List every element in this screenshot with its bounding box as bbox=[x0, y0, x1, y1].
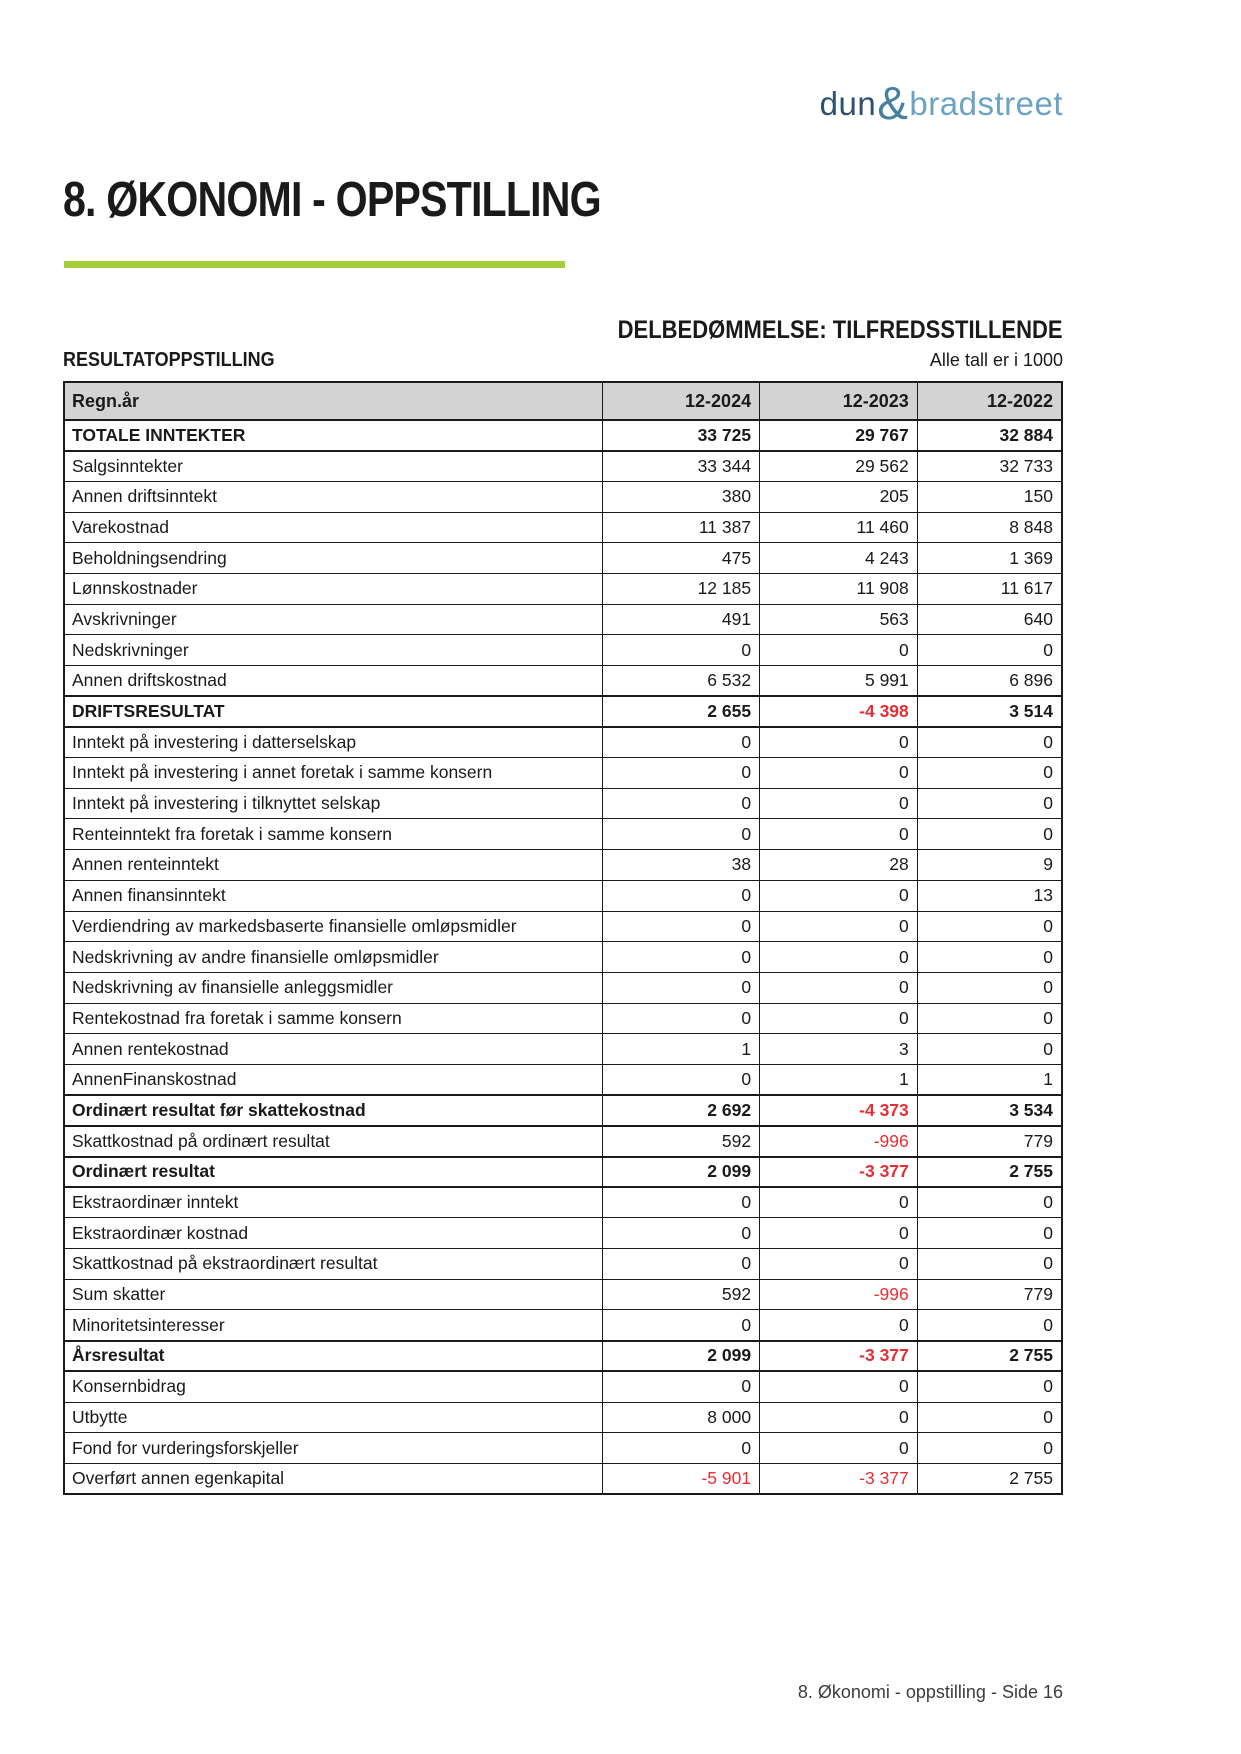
table-row bbox=[64, 666, 1062, 697]
cell-value: 3 534 bbox=[917, 1095, 1062, 1126]
table-row bbox=[64, 1279, 1062, 1310]
cell-value: 0 bbox=[603, 819, 760, 850]
table-row bbox=[64, 573, 1062, 604]
ampersand-icon: & bbox=[877, 77, 909, 129]
cell-value: 0 bbox=[760, 911, 918, 942]
cell-value: 1 bbox=[760, 1064, 918, 1095]
cell-value: 0 bbox=[760, 1003, 918, 1034]
cell-value: 6 896 bbox=[917, 666, 1062, 697]
green-accent-bar bbox=[64, 261, 565, 268]
page-footer: 8. Økonomi - oppstilling - Side 16 bbox=[797, 1682, 1063, 1702]
cell-value: 2 099 bbox=[603, 1341, 760, 1372]
cell-value: 2 755 bbox=[917, 1341, 1062, 1372]
cell-value: 592 bbox=[603, 1279, 760, 1310]
cell-value: 640 bbox=[917, 604, 1062, 635]
column-header: Regn.år bbox=[64, 382, 603, 420]
cell-value: 0 bbox=[760, 819, 918, 850]
cell-value: 2 755 bbox=[917, 1157, 1062, 1188]
cell-value: 0 bbox=[603, 727, 760, 758]
cell-value: 475 bbox=[603, 543, 760, 574]
cell-value: 2 755 bbox=[917, 1463, 1062, 1494]
table-row bbox=[64, 481, 1062, 512]
cell-value: 0 bbox=[917, 727, 1062, 758]
cell-value: -3 377 bbox=[760, 1463, 918, 1494]
row-label: Årsresultat bbox=[64, 1341, 603, 1372]
cell-value: 0 bbox=[760, 972, 918, 1003]
column-header: 12-2023 bbox=[760, 382, 918, 420]
table-row bbox=[64, 1402, 1062, 1433]
cell-value: 0 bbox=[917, 635, 1062, 666]
row-label: AnnenFinanskostnad bbox=[64, 1064, 603, 1095]
dun-bradstreet-logo bbox=[819, 76, 1063, 129]
row-label: Rentekostnad fra foretak i samme konsern bbox=[64, 1003, 603, 1034]
cell-value: 0 bbox=[760, 1218, 918, 1249]
cell-value: 33 344 bbox=[603, 451, 760, 482]
table-row bbox=[64, 788, 1062, 819]
cell-value: 0 bbox=[603, 880, 760, 911]
cell-value: 779 bbox=[917, 1279, 1062, 1310]
table-row bbox=[64, 819, 1062, 850]
cell-value: -4 398 bbox=[760, 696, 918, 727]
cell-value: 0 bbox=[603, 1249, 760, 1280]
cell-value: -3 377 bbox=[760, 1157, 918, 1188]
cell-value: 0 bbox=[603, 1187, 760, 1218]
table-header-row bbox=[64, 382, 1062, 420]
cell-value: 0 bbox=[603, 1218, 760, 1249]
cell-value: 0 bbox=[760, 1433, 918, 1464]
cell-value: 11 387 bbox=[603, 512, 760, 543]
cell-value: 8 848 bbox=[917, 512, 1062, 543]
table-row bbox=[64, 727, 1062, 758]
row-label: Annen driftskostnad bbox=[64, 666, 603, 697]
cell-value: 2 655 bbox=[603, 696, 760, 727]
cell-value: 0 bbox=[917, 942, 1062, 973]
cell-value: 0 bbox=[760, 758, 918, 789]
table-row bbox=[64, 1064, 1062, 1095]
cell-value: 0 bbox=[917, 1371, 1062, 1402]
cell-value: 0 bbox=[917, 788, 1062, 819]
cell-value: 13 bbox=[917, 880, 1062, 911]
cell-value: 205 bbox=[760, 481, 918, 512]
cell-value: 491 bbox=[603, 604, 760, 635]
row-label: Ordinært resultat bbox=[64, 1157, 603, 1188]
cell-value: 4 243 bbox=[760, 543, 918, 574]
cell-value: 9 bbox=[917, 850, 1062, 881]
table-row bbox=[64, 1034, 1062, 1065]
row-label: Annen rentekostnad bbox=[64, 1034, 603, 1065]
cell-value: 0 bbox=[917, 1310, 1062, 1341]
cell-value: 0 bbox=[760, 942, 918, 973]
table-row bbox=[64, 942, 1062, 973]
units-note: Alle tall er i 1000 bbox=[929, 350, 1063, 370]
cell-value: 563 bbox=[760, 604, 918, 635]
cell-value: 0 bbox=[760, 1310, 918, 1341]
table-row bbox=[64, 451, 1062, 482]
table-meta-row bbox=[63, 349, 1063, 372]
table-row bbox=[64, 758, 1062, 789]
row-label: Konsernbidrag bbox=[64, 1371, 603, 1402]
table-row bbox=[64, 972, 1062, 1003]
cell-value: 0 bbox=[603, 1003, 760, 1034]
cell-value: 0 bbox=[917, 1003, 1062, 1034]
cell-value: 0 bbox=[603, 972, 760, 1003]
table-row bbox=[64, 420, 1062, 451]
table-row bbox=[64, 1433, 1062, 1464]
table-row bbox=[64, 880, 1062, 911]
row-label: Ekstraordinær kostnad bbox=[64, 1218, 603, 1249]
cell-value: 2 099 bbox=[603, 1157, 760, 1188]
table-row bbox=[64, 911, 1062, 942]
table-row bbox=[64, 1126, 1062, 1157]
cell-value: 0 bbox=[603, 942, 760, 973]
row-label: Skattkostnad på ekstraordinært resultat bbox=[64, 1249, 603, 1280]
cell-value: 1 369 bbox=[917, 543, 1062, 574]
row-label: DRIFTSRESULTAT bbox=[64, 696, 603, 727]
table-row bbox=[64, 850, 1062, 881]
cell-value: -3 377 bbox=[760, 1341, 918, 1372]
table-row bbox=[64, 1003, 1062, 1034]
cell-value: 0 bbox=[603, 1064, 760, 1095]
results-table bbox=[63, 381, 1063, 1495]
row-label: Nedskrivning av andre finansielle omløpsmidler bbox=[64, 942, 603, 973]
cell-value: 779 bbox=[917, 1126, 1062, 1157]
table-row bbox=[64, 604, 1062, 635]
row-label: Overført annen egenkapital bbox=[64, 1463, 603, 1494]
column-header: 12-2022 bbox=[917, 382, 1062, 420]
table-row bbox=[64, 635, 1062, 666]
cell-value: 11 460 bbox=[760, 512, 918, 543]
row-label: Ordinært resultat før skattekostnad bbox=[64, 1095, 603, 1126]
row-label: Fond for vurderingsforskjeller bbox=[64, 1433, 603, 1464]
row-label: Salgsinntekter bbox=[64, 451, 603, 482]
row-label: Inntekt på investering i tilknyttet selskap bbox=[64, 788, 603, 819]
row-label: Annen renteinntekt bbox=[64, 850, 603, 881]
cell-value: -4 373 bbox=[760, 1095, 918, 1126]
row-label: Annen finansinntekt bbox=[64, 880, 603, 911]
cell-value: 0 bbox=[917, 1034, 1062, 1065]
table-row bbox=[64, 1371, 1062, 1402]
cell-value: 0 bbox=[760, 727, 918, 758]
cell-value: 28 bbox=[760, 850, 918, 881]
row-label: Annen driftsinntekt bbox=[64, 481, 603, 512]
table-title: RESULTATOPPSTILLING bbox=[63, 349, 275, 371]
cell-value: 2 692 bbox=[603, 1095, 760, 1126]
cell-value: 0 bbox=[917, 1218, 1062, 1249]
cell-value: 0 bbox=[603, 788, 760, 819]
cell-value: 0 bbox=[917, 1402, 1062, 1433]
row-label: Avskrivninger bbox=[64, 604, 603, 635]
table-row bbox=[64, 1463, 1062, 1494]
logo-dun-text: dun bbox=[819, 85, 877, 122]
cell-value: 0 bbox=[917, 1249, 1062, 1280]
cell-value: 11 617 bbox=[917, 573, 1062, 604]
cell-value: 0 bbox=[760, 880, 918, 911]
cell-value: 0 bbox=[603, 1371, 760, 1402]
cell-value: 0 bbox=[603, 635, 760, 666]
cell-value: 0 bbox=[760, 788, 918, 819]
row-label: TOTALE INNTEKTER bbox=[64, 420, 603, 451]
logo-bradstreet-text: bradstreet bbox=[909, 85, 1063, 122]
row-label: Skattkostnad på ordinært resultat bbox=[64, 1126, 603, 1157]
cell-value: 0 bbox=[603, 758, 760, 789]
row-label: Beholdningsendring bbox=[64, 543, 603, 574]
cell-value: 592 bbox=[603, 1126, 760, 1157]
cell-value: 6 532 bbox=[603, 666, 760, 697]
page-title: 8. ØKONOMI - OPPSTILLING bbox=[63, 173, 601, 227]
table-row bbox=[64, 1310, 1062, 1341]
cell-value: 3 514 bbox=[917, 696, 1062, 727]
cell-value: 0 bbox=[917, 819, 1062, 850]
table-row bbox=[64, 696, 1062, 727]
cell-value: 12 185 bbox=[603, 573, 760, 604]
row-label: Inntekt på investering i annet foretak i samme konsern bbox=[64, 758, 603, 789]
table-row bbox=[64, 1157, 1062, 1188]
cell-value: 32 884 bbox=[917, 420, 1062, 451]
cell-value: 5 991 bbox=[760, 666, 918, 697]
row-label: Ekstraordinær inntekt bbox=[64, 1187, 603, 1218]
cell-value: 33 725 bbox=[603, 420, 760, 451]
row-label: Verdiendring av markedsbaserte finansielle omløpsmidler bbox=[64, 911, 603, 942]
cell-value: 0 bbox=[603, 911, 760, 942]
table-row bbox=[64, 543, 1062, 574]
cell-value: 29 767 bbox=[760, 420, 918, 451]
cell-value: 0 bbox=[917, 758, 1062, 789]
cell-value: 8 000 bbox=[603, 1402, 760, 1433]
cell-value: 32 733 bbox=[917, 451, 1062, 482]
results-table-body bbox=[64, 420, 1062, 1494]
table-row bbox=[64, 1095, 1062, 1126]
assessment-heading: DELBEDØMMELSE: TILFREDSSTILLENDE bbox=[618, 316, 1063, 344]
table-row bbox=[64, 1341, 1062, 1372]
cell-value: 38 bbox=[603, 850, 760, 881]
table-row bbox=[64, 1218, 1062, 1249]
row-label: Nedskrivning av finansielle anleggsmidler bbox=[64, 972, 603, 1003]
row-label: Nedskrivninger bbox=[64, 635, 603, 666]
cell-value: 0 bbox=[760, 1249, 918, 1280]
column-header: 12-2024 bbox=[603, 382, 760, 420]
table-row bbox=[64, 512, 1062, 543]
cell-value: -996 bbox=[760, 1279, 918, 1310]
row-label: Varekostnad bbox=[64, 512, 603, 543]
cell-value: 0 bbox=[760, 635, 918, 666]
cell-value: 0 bbox=[917, 911, 1062, 942]
cell-value: 0 bbox=[603, 1310, 760, 1341]
row-label: Minoritetsinteresser bbox=[64, 1310, 603, 1341]
cell-value: 0 bbox=[760, 1187, 918, 1218]
cell-value: 0 bbox=[917, 1433, 1062, 1464]
cell-value: -996 bbox=[760, 1126, 918, 1157]
row-label: Lønnskostnader bbox=[64, 573, 603, 604]
cell-value: 380 bbox=[603, 481, 760, 512]
cell-value: -5 901 bbox=[603, 1463, 760, 1494]
cell-value: 3 bbox=[760, 1034, 918, 1065]
row-label: Renteinntekt fra foretak i samme konsern bbox=[64, 819, 603, 850]
table-row bbox=[64, 1187, 1062, 1218]
row-label: Inntekt på investering i datterselskap bbox=[64, 727, 603, 758]
cell-value: 0 bbox=[917, 972, 1062, 1003]
cell-value: 1 bbox=[603, 1034, 760, 1065]
cell-value: 1 bbox=[917, 1064, 1062, 1095]
cell-value: 0 bbox=[603, 1433, 760, 1464]
row-label: Sum skatter bbox=[64, 1279, 603, 1310]
table-row bbox=[64, 1249, 1062, 1280]
cell-value: 0 bbox=[917, 1187, 1062, 1218]
cell-value: 0 bbox=[760, 1402, 918, 1433]
cell-value: 11 908 bbox=[760, 573, 918, 604]
row-label: Utbytte bbox=[64, 1402, 603, 1433]
cell-value: 150 bbox=[917, 481, 1062, 512]
cell-value: 29 562 bbox=[760, 451, 918, 482]
cell-value: 0 bbox=[760, 1371, 918, 1402]
